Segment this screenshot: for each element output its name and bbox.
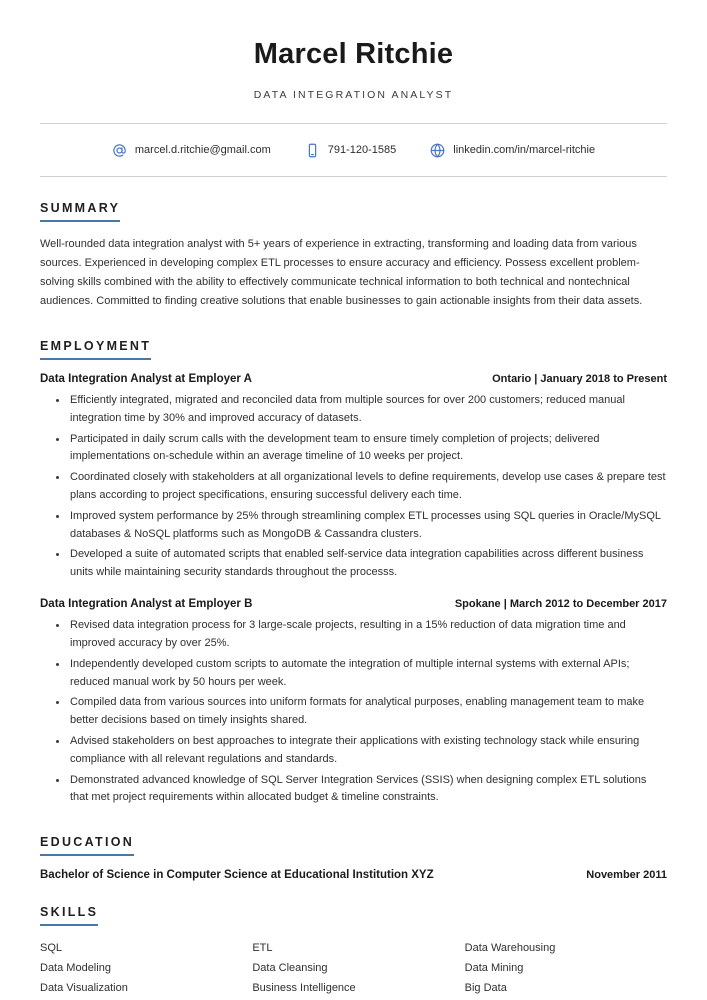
list-item: Independently developed custom scripts to automate the integration of multiple internal systems with external APIs; reduced manual work by 50 hours per week. [70, 656, 667, 692]
skill-item: Big Data [464, 981, 507, 994]
skills-body [40, 939, 667, 998]
education-body [40, 869, 667, 881]
contact-phone[interactable] [305, 143, 397, 158]
skills-grid [40, 939, 667, 998]
employment-entry-header [40, 598, 667, 610]
section-title-summary: SUMMARY [40, 201, 120, 222]
list-item: Compiled data from various sources into uniform formats for analytical purposes, enabling management team to make better decisions based on timely insights shared. [70, 694, 667, 730]
section-employment [40, 337, 667, 807]
professional-title: DATA INTEGRATION ANALYST [253, 89, 454, 102]
education-entry [40, 869, 667, 881]
employment-role: Data Integration Analyst at Employer B [40, 598, 253, 611]
contact-email[interactable] [112, 143, 271, 158]
skill-item: SQL [40, 942, 63, 955]
globe-icon [430, 143, 445, 158]
page-title: Marcel Ritchie [253, 38, 454, 70]
contact-row [40, 124, 667, 176]
skill-item: Data Visualization [40, 981, 128, 994]
skill-item: Data Cleansing [252, 962, 328, 975]
employment-meta: Ontario | January 2018 to Present [492, 372, 667, 385]
list-item: Developed a suite of automated scripts that enabled self-service data integration capabilities across different business units while maintaining security standards throughout the processs. [70, 546, 667, 582]
employment-entry-header [40, 373, 667, 385]
section-skills [40, 903, 667, 998]
list-item: Participated in daily scrum calls with the development team to ensure timely completion of projects; delivered implementations on-schedule within an average timeline of 10 weeks per project. [70, 431, 667, 467]
skill-item: Business Intelligence [252, 981, 356, 994]
summary-text: Well-rounded data integration analyst with 5+ years of experience in extracting, transforming and loading data from various sources. Experienced in developing complex ETL processes to ensure accuracy and efficiency. Possess excellent problem-solving skills combined with the ability to effectively communicate technical information to both technical and nontechnical audiences. Committed to finding creative solutions that enable businesses to gain actionable insights from their data assets. [40, 238, 643, 308]
education-degree: Bachelor of Science in Computer Science at Educational Institution XYZ [40, 869, 434, 882]
education-date: November 2011 [586, 869, 667, 882]
skill-item: ETL [252, 942, 273, 955]
summary-body [40, 235, 667, 311]
list-item: Coordinated closely with stakeholders at all organizational levels to define requirements, develop use cases & prepare test plans according to project specifications, ensuring successful delivery each time. [70, 469, 667, 505]
section-summary [40, 199, 667, 311]
list-item: Revised data integration process for 3 large-scale projects, resulting in a 15% reduction of data migration time and improved accuracy by over 25%. [70, 617, 667, 653]
skill-item: Data Modeling [40, 962, 111, 975]
contact-linkedin-text: linkedin.com/in/marcel-ritchie [453, 144, 596, 157]
section-title-employment: EMPLOYMENT [40, 339, 151, 360]
at-sign-icon [112, 143, 127, 158]
employment-role: Data Integration Analyst at Employer A [40, 372, 252, 385]
section-title-skills: SKILLS [40, 905, 98, 926]
employment-bullets [40, 392, 667, 582]
contact-linkedin[interactable] [430, 143, 595, 158]
employment-entry [40, 373, 667, 582]
mobile-phone-icon [305, 143, 320, 158]
skill-item: Data Mining [464, 962, 524, 975]
contact-email-text: marcel.d.ritchie@gmail.com [134, 144, 271, 157]
list-item: Demonstrated advanced knowledge of SQL Server Integration Services (SSIS) when designing complex ETL solutions that met project requirements within allocated budget & timeline constraints. [70, 772, 667, 808]
employment-entry [40, 598, 667, 807]
employment-body [40, 373, 667, 807]
list-item: Improved system performance by 25% through streamlining complex ETL processes using SQL queries in Oracle/MySQL databases & NoSQL platforms such as MongoDB & Cassandra clusters. [70, 508, 667, 544]
employment-meta: Spokane | March 2012 to December 2017 [454, 598, 667, 611]
list-item: Advised stakeholders on best approaches to integrate their applications with existing technology stack while ensuring compliance with all relevant regulations and standards. [70, 733, 667, 769]
skill-item: Data Warehousing [464, 942, 556, 955]
list-item: Efficiently integrated, migrated and reconciled data from multiple sources for over 200 customers; reduced manual integration time by 30% and improved accuracy of datasets. [70, 392, 667, 428]
resume-header [40, 0, 667, 101]
section-education [40, 833, 667, 881]
contact-phone-text: 791-120-1585 [327, 144, 397, 157]
section-title-education: EDUCATION [40, 835, 134, 856]
employment-bullets [40, 617, 667, 807]
divider-bottom [40, 176, 667, 177]
